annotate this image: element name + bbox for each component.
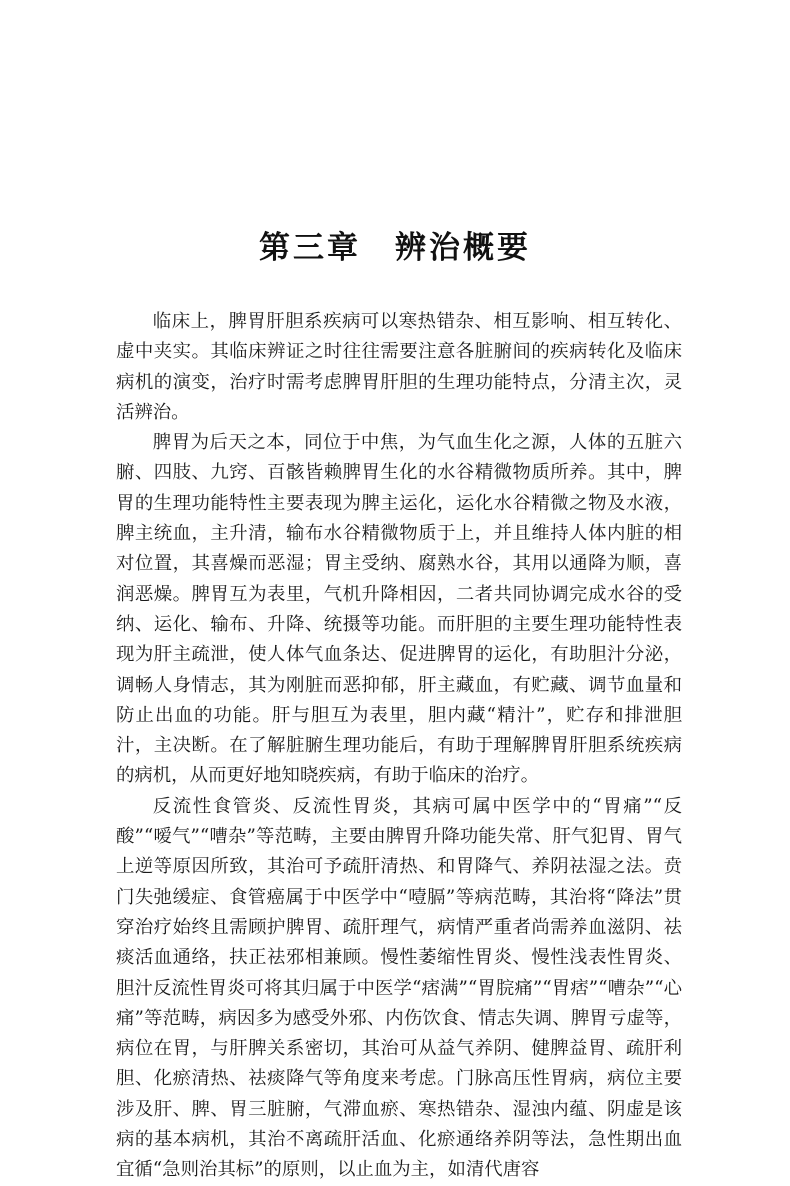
body-text: [116, 307, 682, 1186]
paragraph-3: 反流性食管炎、反流性胃炎，其病可属中医学中的“胃痛”“反酸”“嗳气”“嘈杂”等范畴，主要由脾胃升降功能失常、肝气犯胃、胃气上逆等原因所致，其治可予疏肝清热、和胃降气、养阴祛湿之法。贲门失弛缓症、食管癌属于中医学中“噎膈”等病范畴，其治将“降法”贯穿治疗始终且需顾护脾胃、疏肝理气，病情严重者尚需养血滋阴、祛痰活血通络，扶正祛邪相兼顾。慢性萎缩性胃炎、慢性浅表性胃炎、胆汁反流性胃炎可将其归属于中医学“痞满”“胃脘痛”“胃痞”“嘈杂”“心痛”等范畴，病因多为感受外邪、内伤饮食、情志失调、脾胃亏虚等，病位在胃，与肝脾关系密切，其治可从益气养阴、健脾益胃、疏肝利胆、化瘀清热、祛痰降气等角度来考虑。门脉高压性胃病，病位主要涉及肝、脾、胃三脏腑，气滞血瘀、寒热错杂、湿浊内蕴、阴虚是该病的基本病机，其治不离疏肝活血、化瘀通络养阴等法，急性期出血宜循“急则治其标”的原则，以止血为主，如清代唐容: [116, 795, 682, 1181]
paragraph-1: 临床上，脾胃肝胆系疾病可以寒热错杂、相互影响、相互转化、虚中夹实。其临床辨证之时往往需要注意各脏腑间的疾病转化及临床病机的演变，治疗时需考虑脾胃肝胆的生理功能特点，分清主次，灵活辨治。: [116, 311, 682, 423]
chapter-title: 第三章 辨治概要: [259, 230, 531, 266]
paragraph-2: 脾胃为后天之本，同位于中焦，为气血生化之源，人体的五脏六腑、四肢、九窍、百骸皆赖脾胃生化的水谷精微物质所养。其中，脾胃的生理功能特性主要表现为脾主运化，运化水谷精微之物及水液，脾主统血，主升清，输布水谷精微物质于上，并且维持人体内脏的相对位置，其喜燥而恶湿；胃主受纳、腐熟水谷，其用以通降为顺，喜润恶燥。脾胃互为表里，气机升降相因，二者共同协调完成水谷的受纳、运化、输布、升降、统摄等功能。而肝胆的主要生理功能特性表现为肝主疏泄，使人体气血条达、促进脾胃的运化，有助胆汁分泌，调畅人身情志，其为刚脏而恶抑郁，肝主藏血，有贮藏、调节血量和防止出血的功能。肝与胆互为表里，胆内藏“精汁”，贮存和排泄胆汁，主决断。在了解脏腑生理功能后，有助于理解脾胃肝胆系统疾病的病机，从而更好地知晓疾病，有助于临床的治疗。: [116, 432, 682, 787]
